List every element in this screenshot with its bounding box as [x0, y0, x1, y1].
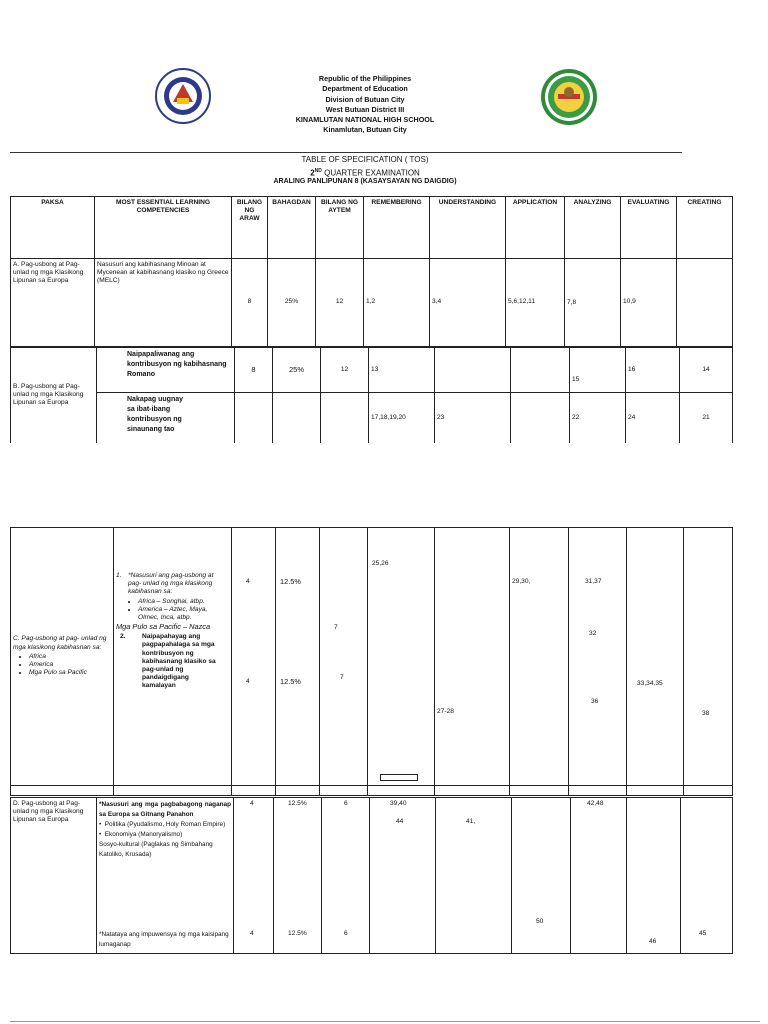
row-c-application-text: 29,30, [512, 578, 531, 585]
row-a-creating [677, 259, 733, 347]
row-c-spacer-cell [435, 786, 510, 796]
row-d-melc-sosyo: Sosyo-kultural (Paglakas ng Simbahang Katoliko, Krusada) [99, 841, 213, 858]
row-a-analyzing [565, 259, 621, 347]
col-header-araw: BILANG NG ARAW [232, 197, 268, 259]
header-line-division: Division of Butuan City [325, 94, 405, 104]
row-d-araw [234, 798, 274, 954]
row-c-sub-africa: • Africa – Songhai, atbp. [138, 598, 229, 606]
row-a-remembering: 1,2 [364, 259, 430, 347]
col-header-bahagdan: BAHAGDAN [268, 197, 316, 259]
row-c-bahagdan-2: 12.5% [280, 677, 301, 686]
row-d-araw-2: 4 [250, 930, 254, 937]
row-d-aytem-2: 6 [344, 930, 348, 937]
row-b-araw-2 [235, 393, 273, 443]
row-c-evaluating-text: 33,34,35 [637, 680, 663, 687]
row-c-melc-1-num: 1. [116, 572, 122, 579]
row-d-melc-1: *Nasusuri ang mga pagbabagong naganap sa Europa sa Gitnang Panahon [99, 801, 231, 818]
quarter-label: QUARTER EXAMINATION [321, 168, 420, 178]
row-d-remembering-1: 39,40 [390, 800, 407, 807]
bullet-dot: • [99, 831, 105, 838]
row-c-paksa-text: C. Pag-usbong at pag- unlad ng mga klasikong kabihasnan sa: [13, 635, 107, 651]
row-d-application [512, 798, 571, 954]
row-c-spacer-cell [232, 786, 276, 796]
row-a-araw: 8 [232, 259, 268, 347]
row-d-bahagdan-2: 12.5% [288, 930, 307, 937]
row-c-region-pacific: • Mga Pulo sa Pacific [29, 669, 111, 677]
header-line-address: Kinamlutan, Butuan City [323, 125, 407, 135]
col-header-analyzing: ANALYZING [565, 197, 621, 259]
school-header [230, 74, 500, 136]
row-c-spacer-cell [276, 786, 320, 796]
header-line-deped: Department of Education [322, 84, 408, 94]
row-c-melc-2-num: 2. [120, 633, 126, 641]
row-b-understanding-1 [435, 348, 511, 393]
table-row-a [11, 259, 733, 347]
row-d-understanding-1: 41, [466, 818, 476, 825]
row-d-melc-ekonomiya-text: Ekonomiya (Manoryalismo) [104, 831, 183, 838]
row-d-application-2: 50 [536, 918, 544, 925]
row-d-melc-ekonomiya [99, 830, 231, 840]
row-a-paksa: A. Pag-usbong at Pag-unlad ng mga Klasikong Lipunan sa Europa [11, 259, 95, 347]
row-b-application-1 [511, 348, 570, 393]
header-line-district: West Butuan District III [325, 104, 405, 114]
row-c-melc [114, 528, 232, 786]
row-d-bahagdan [274, 798, 322, 954]
row-d-melc-2: *Natataya ang impuwensya ng mga kaisipang lumaganap [99, 931, 229, 948]
row-c-bahagdan-1: 12.5% [280, 577, 301, 586]
row-c-melc-2-text: Naipapahayag ang pagpapahalaga sa mga kontribusyon ng kabihasnang klasiko sa pag-unlad ng pandaigdigang kamalayan [142, 633, 216, 690]
row-a-aytem: 12 [316, 259, 364, 347]
row-c-region-list [21, 653, 111, 678]
row-d-understanding [436, 798, 512, 954]
row-d-melc-politika-text: Politika (Pyudalismo, Holy Roman Empire) [104, 821, 226, 828]
header-line-republic: Republic of the Philippines [318, 74, 412, 83]
row-c-araw-1: 4 [246, 578, 250, 585]
row-a-evaluating: 10,9 [621, 259, 677, 347]
row-c-analyzing-2: 32 [589, 630, 597, 637]
row-b-evaluating-2: 24 [626, 393, 680, 443]
row-b-bahagdan-2 [273, 393, 321, 443]
row-d-araw-1: 4 [250, 800, 254, 807]
bullet-dot: • [99, 821, 105, 828]
row-b-paksa: B. Pag-usbong at Pag-unlad ng mga Klasikong Lipunan sa Europa [11, 348, 97, 443]
row-d-remembering [370, 798, 436, 954]
row-c-understanding [435, 528, 510, 786]
row-c-remembering [368, 528, 435, 786]
row-b-creating-2: 21 [680, 393, 733, 443]
header-divider [10, 152, 682, 153]
row-b-evaluating-1: 16 [626, 348, 680, 393]
row-c-araw [232, 528, 276, 786]
row-b-bahagdan-1: 25% [273, 348, 321, 393]
row-d-melc [97, 798, 234, 954]
row-c-spacer-cell [368, 786, 435, 796]
row-c-pacific: Mga Pulo sa Pacific – Nazca [116, 622, 211, 632]
row-c-answer-box [380, 774, 418, 781]
row-c-paksa [11, 528, 114, 786]
row-d-paksa: D. Pag-usbong at Pag-unlad ng mga Klasikong Lipunan sa Europa [11, 798, 97, 954]
row-b-araw-1: 8 [235, 348, 273, 393]
row-c-creating [684, 528, 733, 786]
row-b-understanding-2: 23 [435, 393, 511, 443]
row-c-evaluating [627, 528, 684, 786]
col-header-paksa: PAKSA [11, 197, 95, 259]
tos-table-row-c [10, 527, 733, 796]
row-b-remembering-1: 13 [369, 348, 435, 393]
row-c-creating-text: 38 [702, 710, 710, 717]
col-header-melc: MOST ESSENTIAL LEARNING COMPETENCIES [95, 197, 232, 259]
row-d-analyzing-1: 42,48 [587, 800, 604, 807]
row-c-sub-america: • America – Aztec, Maya, Olmec, Inca, atbp. [138, 606, 229, 622]
row-c-spacer-cell [627, 786, 684, 796]
subject-title: ARALING PANLIPUNAN 8 (KASAYSAYAN NG DAIGDIG) [273, 178, 457, 185]
row-c-region-america: • America [29, 661, 111, 669]
school-seal-logo [540, 68, 598, 126]
row-d-evaluating [627, 798, 681, 954]
table-row-c-spacer [11, 786, 733, 796]
row-d-bahagdan-1: 12.5% [288, 800, 307, 807]
row-c-aytem-1: 7 [334, 624, 338, 631]
row-a-application: 5,6,12,11 [506, 259, 565, 347]
row-c-analyzing-3: 36 [591, 698, 599, 705]
table-row-b1 [11, 348, 733, 393]
row-c-aytem [320, 528, 368, 786]
row-d-remembering-2: 44 [396, 818, 404, 825]
row-c-spacer-cell [569, 786, 627, 796]
row-d-creating-2: 45 [699, 930, 707, 937]
table-header-row [11, 197, 733, 259]
row-b-aytem-2 [321, 393, 369, 443]
row-c-region-africa: • Africa [29, 653, 111, 661]
row-b-melc-1: Naipapaliwanag ang kontribusyon ng kabihasnang Romano [97, 348, 235, 393]
row-c-melc-1 [116, 572, 229, 597]
table-row-d [11, 798, 733, 954]
quarter-suffix: ND [314, 168, 322, 174]
row-b-melc-2: Nakapag uugnay sa ibat-ibang kontribusyon ng sinaunang tao [97, 393, 235, 443]
tos-table-main [10, 196, 733, 347]
col-header-creating: CREATING [677, 197, 733, 259]
deped-seal-logo [155, 68, 211, 124]
row-c-melc-1-text: *Nasusuri ang pag-usbong at pag- unlad ng mga klasikong kabihasnan sa: [128, 572, 214, 596]
row-b-analyzing-1-text: 15 [572, 376, 580, 383]
col-header-application: APPLICATION [506, 197, 565, 259]
row-d-creating [681, 798, 733, 954]
row-c-melc-2 [116, 633, 229, 690]
col-header-evaluating: EVALUATING [621, 197, 677, 259]
row-c-understanding-text: 27-28 [437, 708, 454, 715]
row-b-aytem-1: 12 [321, 348, 369, 393]
tos-table-row-d [10, 797, 733, 954]
row-c-melc-sublist [130, 598, 229, 623]
col-header-understanding: UNDERSTANDING [430, 197, 506, 259]
row-c-spacer-cell [684, 786, 733, 796]
tos-title: TABLE OF SPECIFICATION ( TOS) [301, 155, 429, 164]
row-c-spacer-cell [510, 786, 569, 796]
row-c-remembering-text: 25,26 [372, 560, 389, 567]
row-d-analyzing [571, 798, 627, 954]
col-header-remembering: REMEMBERING [364, 197, 430, 259]
quarter-number: 2 [310, 168, 315, 178]
row-a-bahagdan: 25% [268, 259, 316, 347]
col-header-aytem: BILANG NG AYTEM [316, 197, 364, 259]
row-d-aytem-1: 6 [344, 800, 348, 807]
row-b-application-2 [511, 393, 570, 443]
row-b-remembering-2: 17,18,19,20 [369, 393, 435, 443]
row-c-araw-2: 4 [246, 678, 250, 685]
row-d-melc-politika [99, 820, 231, 830]
row-d-evaluating-2: 46 [649, 938, 657, 945]
header-line-school: KINAMLUTAN NATIONAL HIGH SCHOOL [295, 115, 435, 125]
row-d-aytem [322, 798, 370, 954]
row-a-analyzing-text: 7,8 [567, 299, 577, 306]
row-b-analyzing-1 [570, 348, 626, 393]
row-b-analyzing-2: 22 [570, 393, 626, 443]
footer-divider [10, 1021, 760, 1022]
row-c-bahagdan [276, 528, 320, 786]
table-row-b2 [11, 393, 733, 443]
row-a-understanding: 3,4 [430, 259, 506, 347]
row-c-application [510, 528, 569, 786]
row-c-spacer-cell [114, 786, 232, 796]
row-c-analyzing [569, 528, 627, 786]
table-row-c [11, 528, 733, 786]
tos-table-row-b [10, 347, 733, 443]
row-c-spacer-cell [11, 786, 114, 796]
row-c-analyzing-1: 31,37 [585, 578, 602, 585]
row-b-creating-1: 14 [680, 348, 733, 393]
row-c-aytem-2: 7 [340, 674, 344, 681]
row-c-spacer-cell [320, 786, 368, 796]
row-a-melc: Nasusuri ang kabihasnang Minoan at Mycenean at kabihasnang klasiko ng Greece (MELC) [95, 259, 232, 347]
